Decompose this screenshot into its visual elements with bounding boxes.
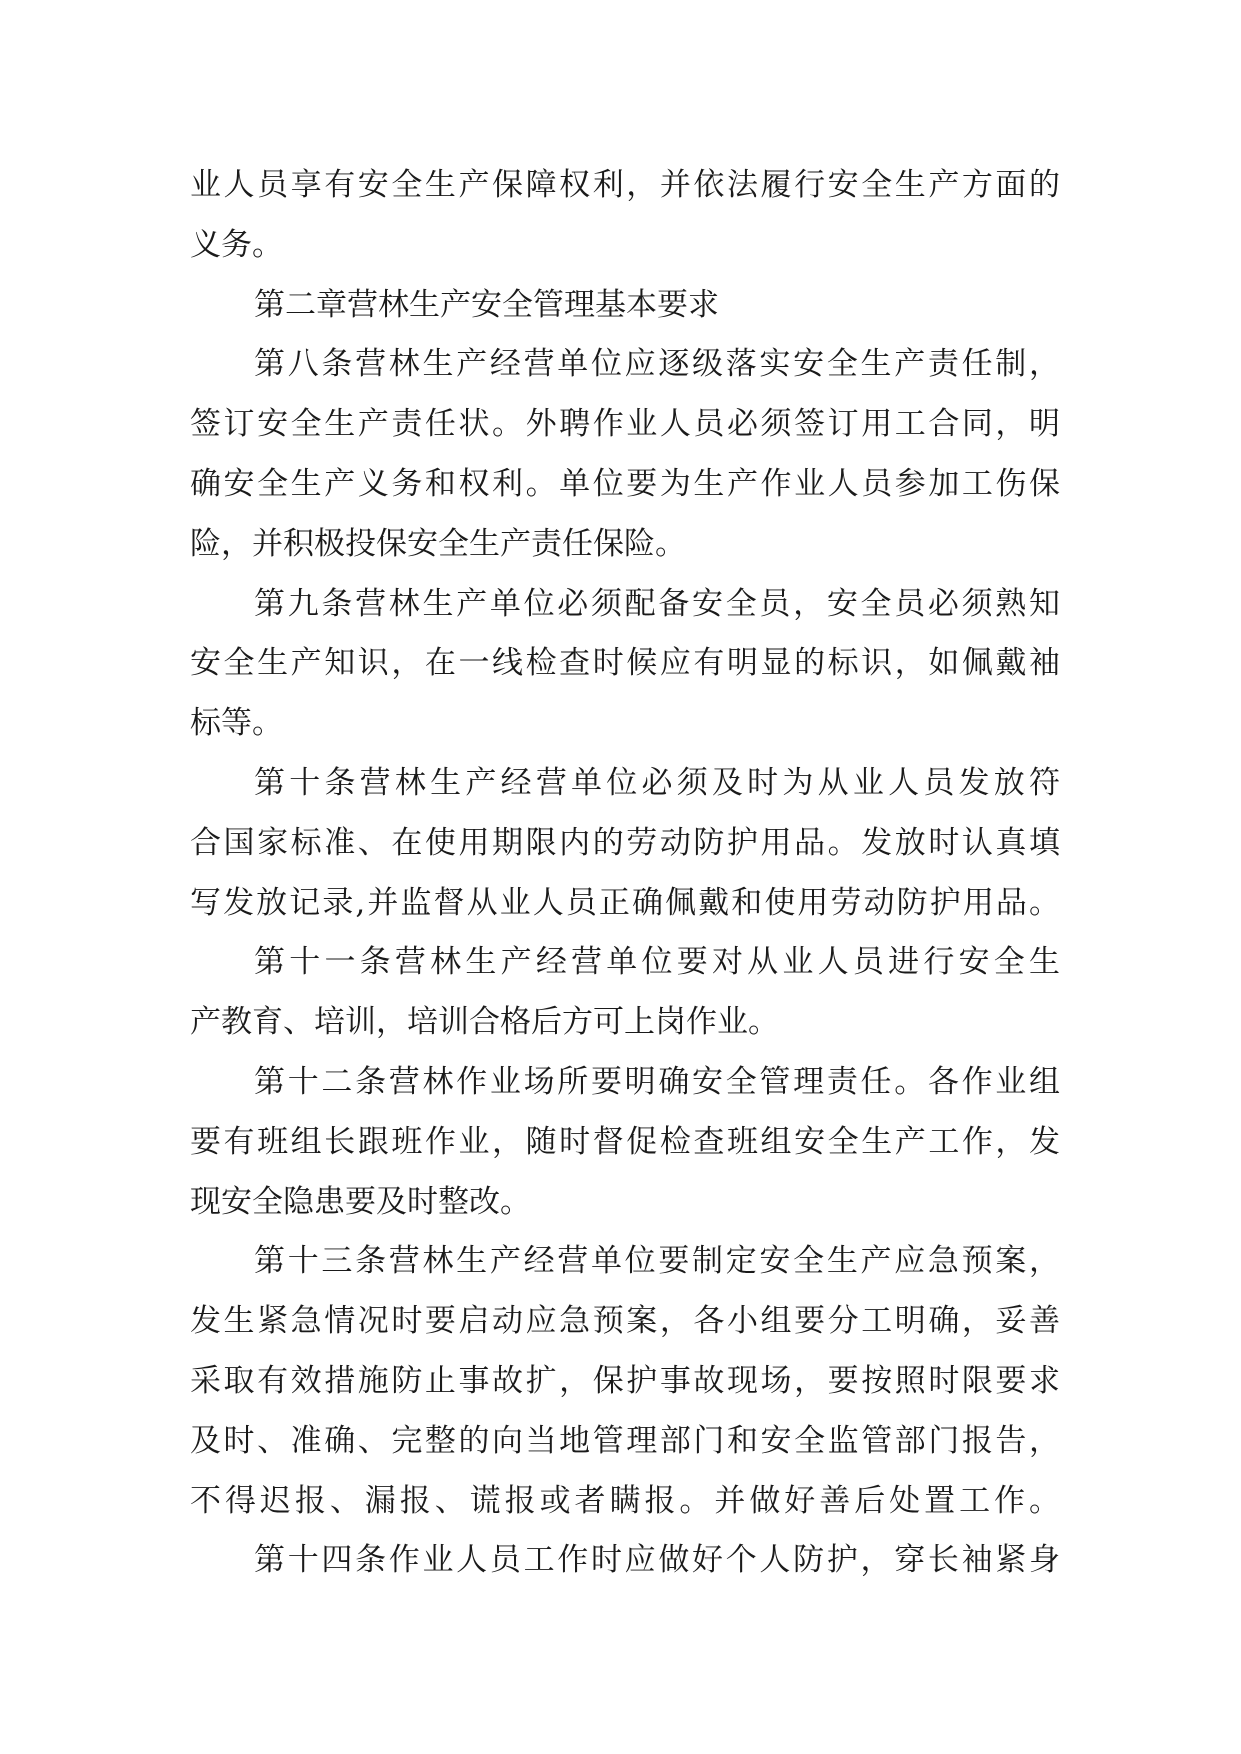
text-line: 不得迟报、漏报、谎报或者瞒报。并做好善后处置工作。 xyxy=(190,1482,1060,1519)
text-line: 合国家标准、在使用期限内的劳动防护用品。发放时认真填 xyxy=(190,824,1060,861)
text-line: 现安全隐患要及时整改。 xyxy=(190,1183,531,1220)
text-line: 签订安全生产责任状。外聘作业人员必须签订用工合同，明 xyxy=(190,406,1060,443)
text-line: 第十条营林生产经营单位必须及时为从业人员发放符 xyxy=(254,764,1060,801)
text-line: 采取有效措施防止事故扩，保护事故现场，要按照时限要求 xyxy=(190,1362,1060,1399)
document-body xyxy=(190,156,1060,1591)
text-line: 产教育、培训，培训合格后方可上岗作业。 xyxy=(190,1004,779,1041)
text-line: 写发放记录,并监督从业人员正确佩戴和使用劳动防护用品。 xyxy=(190,884,1060,921)
text-line: 业人员享有安全生产保障权利，并依法履行安全生产方面的 xyxy=(190,167,1060,203)
text-line: 第八条营林生产经营单位应逐级落实安全生产责任制， xyxy=(254,346,1060,383)
text-line: 险，并积极投保安全生产责任保险。 xyxy=(190,525,686,562)
text-line: 第十一条营林生产经营单位要对从业人员进行安全生 xyxy=(254,944,1060,981)
text-line: 标等。 xyxy=(190,705,283,742)
text-line: 第十三条营林生产经营单位要制定安全生产应急预案， xyxy=(254,1243,1060,1280)
text-line: 发生紧急情况时要启动应急预案，各小组要分工明确，妥善 xyxy=(190,1303,1060,1340)
text-line: 第十二条营林作业场所要明确安全管理责任。各作业组 xyxy=(254,1063,1060,1100)
text-line: 确安全生产义务和权利。单位要为生产作业人员参加工伤保 xyxy=(190,465,1060,502)
text-line: 义务。 xyxy=(190,226,283,263)
text-line: 安全生产知识，在一线检查时候应有明显的标识，如佩戴袖 xyxy=(190,645,1060,682)
text-line: 第十四条作业人员工作时应做好个人防护，穿长袖紧身 xyxy=(254,1542,1060,1579)
text-line: 及时、准确、完整的向当地管理部门和安全监管部门报告， xyxy=(190,1422,1060,1459)
text-line: 第九条营林生产单位必须配备安全员，安全员必须熟知 xyxy=(254,585,1060,622)
text-line: 第二章营林生产安全管理基本要求 xyxy=(254,286,719,323)
text-line: 要有班组长跟班作业，随时督促检查班组安全生产工作，发 xyxy=(190,1123,1060,1160)
